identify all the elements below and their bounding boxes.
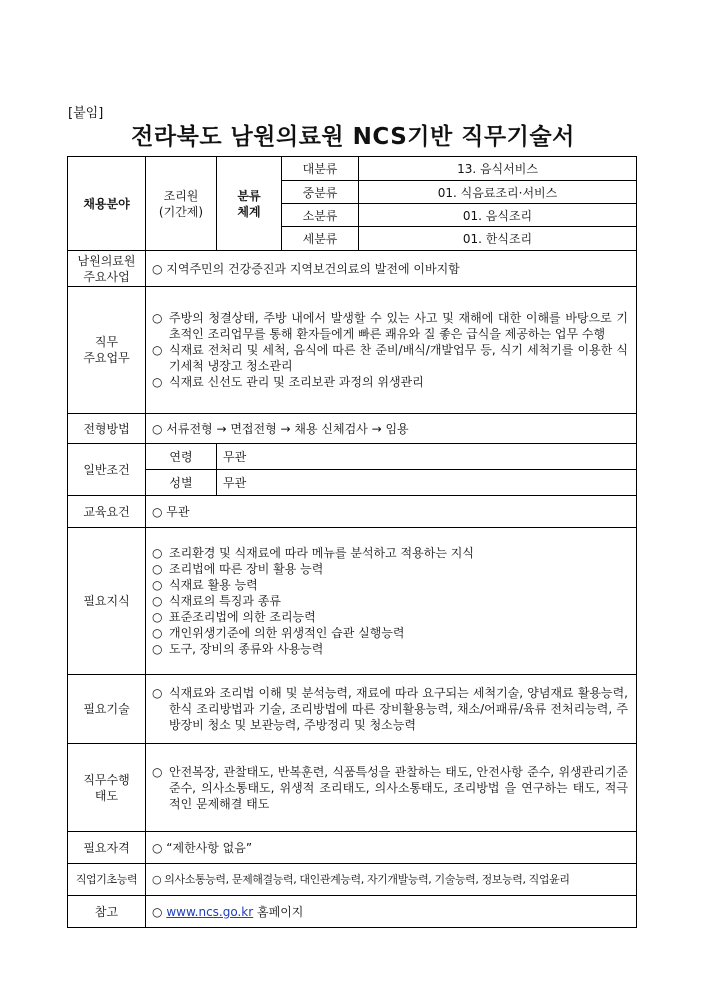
business-text: ○ 지역주민의 건강증진과 지역보건의료의 발전에 이바지함 — [146, 251, 637, 287]
system-label-cell — [217, 157, 282, 251]
minor-category-label: 소분류 — [282, 204, 359, 227]
education-text: ○ 무관 — [146, 496, 637, 528]
business-label-2: 주요사업 — [83, 269, 130, 284]
middle-category-label: 중분류 — [282, 181, 359, 204]
skill-item: ○ 식재료와 조리법 이해 및 분석능력, 재료에 따라 요구되는 세척기술, 양념재료 활용능력, 한식 조리방법과 기술, 조리방법에 따른 장비활용능력, 채소/어패류/육류 전처리능력, 주방장비 청소 및 보관능력, 주방정리 및 청소능력 — [152, 686, 628, 732]
duties-label-1: 직무 — [94, 335, 119, 349]
detail-category-label: 세분류 — [282, 227, 359, 251]
middle-category-value: 01. 식음료조리·서비스 — [359, 181, 637, 204]
attitude-label-2: 태도 — [94, 788, 119, 803]
duty-item: ○ 식재료 전처리 및 세척, 음식에 따른 찬 준비/배식/개발업무 등, 식기 세척기를 이용한 식기세척 냉장고 청소관리 — [152, 343, 628, 373]
certification-label: 필요자격 — [68, 832, 146, 864]
knowledge-item: ○ 도구, 장비의 종류와 사용능력 — [152, 642, 324, 656]
knowledge-item: ○ 식재료 활용 능력 — [152, 578, 258, 592]
duty-item: ○ 주방의 청결상태, 주방 내에서 발생할 수 있는 사고 및 재해에 대한 이해를 바탕으로 기초적인 조리업무를 통해 환자들에게 빠른 쾌유와 질 좋은 급식을 제공하는 업무 수행 — [152, 311, 628, 341]
skills-label: 필요기술 — [68, 675, 146, 744]
duties-list — [146, 287, 637, 414]
duty-item: ○ 식재료 신선도 관리 및 조리보관 과정의 위생관리 — [152, 375, 424, 389]
selection-label: 전형방법 — [68, 414, 146, 444]
gender-value: 무관 — [217, 470, 637, 496]
job-title-cell — [146, 157, 217, 251]
basic-skills-label: 직업기초능력 — [68, 864, 146, 896]
system-label-1: 분류 — [237, 188, 261, 203]
knowledge-label: 필요지식 — [68, 528, 146, 675]
recruit-field-label: 채용분야 — [68, 157, 146, 251]
attitude-list — [146, 744, 637, 832]
knowledge-item: ○ 조리법에 따른 장비 활용 능력 — [152, 562, 324, 576]
minor-category-value: 01. 음식조리 — [359, 204, 637, 227]
job-type: (기간제) — [158, 204, 204, 219]
attachment-label: [붙임] — [68, 106, 104, 121]
ncs-website-link[interactable]: www.ncs.go.kr — [166, 904, 254, 919]
age-label: 연령 — [146, 444, 217, 470]
knowledge-item: ○ 표준조리법에 의한 조리능력 — [152, 610, 316, 624]
detail-category-value: 01. 한식조리 — [359, 227, 637, 251]
education-label: 교육요건 — [68, 496, 146, 528]
selection-text: ○ 서류전형 → 면접전형 → 채용 신체검사 → 임용 — [146, 414, 637, 444]
attitude-label-cell — [68, 744, 146, 832]
major-category-label: 대분류 — [282, 157, 359, 181]
knowledge-item: ○ 개인위생기준에 의한 위생적인 습관 실행능력 — [152, 626, 405, 640]
reference-label: 참고 — [68, 896, 146, 928]
basic-skills-text: ○ 의사소통능력, 문제해결능력, 대인관계능력, 자기개발능력, 기술능력, 정보능력, 직업윤리 — [146, 864, 637, 896]
job-description-table — [67, 156, 637, 928]
business-label-1: 남원의료원 — [77, 253, 136, 268]
duties-label-cell — [68, 287, 146, 414]
reference-suffix: 홈페이지 — [257, 904, 304, 919]
reference-cell — [146, 896, 637, 928]
attitude-item: ○ 안전복장, 관찰태도, 반복훈련, 식품특성을 관찰하는 태도, 안전사항 준수, 위생관리기준 준수, 의사소통태도, 위생적 조리태도, 의사소통태도, 조리방법 을 연구하는 태도, 적극적인 문제해결 태도 — [152, 764, 628, 811]
age-value: 무관 — [217, 444, 637, 470]
gender-label: 성별 — [146, 470, 217, 496]
duties-label-2: 주요업무 — [83, 351, 130, 365]
general-label: 일반조건 — [68, 444, 146, 496]
major-category-value: 13. 음식서비스 — [359, 157, 637, 181]
document-title: 전라북도 남원의료원 NCS기반 직무기술서 — [131, 124, 575, 150]
knowledge-item: ○ 조리환경 및 식재료에 따라 메뉴를 분석하고 적용하는 지식 — [152, 546, 474, 560]
system-label-2: 체계 — [237, 204, 261, 219]
knowledge-item: ○ 식재료의 특징과 종류 — [152, 594, 281, 608]
skills-list — [146, 675, 637, 744]
job-title: 조리원 — [163, 188, 199, 203]
reference-bullet: ○ — [152, 904, 163, 919]
knowledge-list — [146, 528, 637, 675]
certification-text: ○ “제한사항 없음” — [146, 832, 637, 864]
business-label-cell — [68, 251, 146, 287]
attitude-label-1: 직무수행 — [83, 772, 130, 787]
